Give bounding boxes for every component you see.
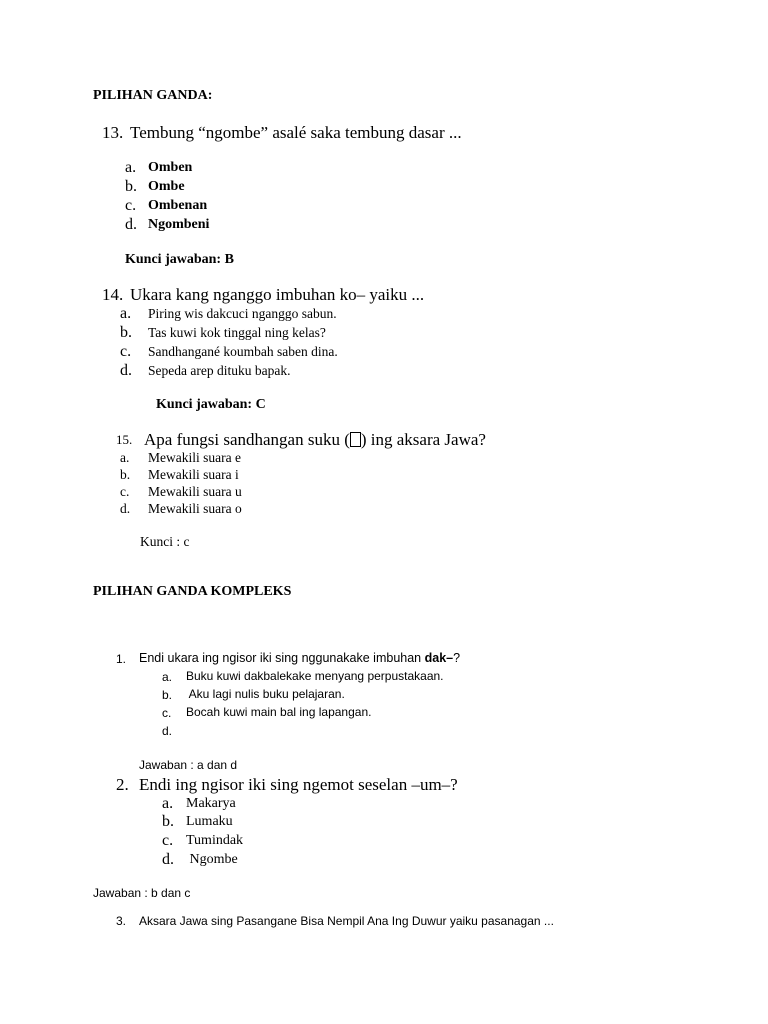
kompleks-question-3-text: Aksara Jawa sing Pasangane Bisa Nempil Ana Ing Duwur yaiku pasanagan ...: [139, 914, 554, 928]
k1-answer-key: Jawaban : a dan d: [139, 758, 238, 772]
q15-option-d-text: Mewakili suara o: [148, 501, 242, 516]
kompleks-question-1-text-before: Endi ukara ing ngisor iki sing nggunakake imbuhan: [139, 651, 425, 665]
question-14-number: 14.: [102, 285, 124, 304]
k2-option-b-letter: b.: [162, 813, 174, 830]
q13-option-b-text: Ombe: [148, 179, 185, 194]
k1-option-b-text: Aku lagi nulis buku pelajaran.: [186, 687, 345, 701]
q14-option-b-text: Tas kuwi kok tinggal ning kelas?: [148, 325, 326, 340]
q14-option-a-letter: a.: [120, 305, 132, 322]
q15-answer-key: Kunci : c: [140, 534, 190, 549]
q15-option-c-letter: c.: [120, 484, 130, 499]
sandhangan-suku-glyph: [350, 432, 361, 447]
q14-option-b-letter: b.: [120, 324, 132, 341]
q13-answer-key: Kunci jawaban: B: [125, 252, 234, 267]
k1-option-b-letter: b.: [162, 688, 173, 702]
k1-option-a-letter: a.: [162, 670, 173, 684]
k2-option-d-letter: d.: [162, 851, 174, 868]
question-15-text-before: Apa fungsi sandhangan suku (: [144, 430, 350, 449]
question-14-text: Ukara kang nganggo imbuhan ko– yaiku ...: [130, 285, 425, 304]
q14-answer-key: Kunci jawaban: C: [156, 397, 266, 412]
q13-option-d-text: Ngombeni: [148, 217, 210, 232]
k1-option-c-letter: c.: [162, 706, 172, 720]
k1-option-c-text: Bocah kuwi main bal ing lapangan.: [186, 705, 372, 719]
q13-option-a-letter: a.: [125, 159, 137, 176]
k2-option-d-text: Ngombe: [186, 852, 238, 867]
k1-option-a-text: Buku kuwi dakbalekake menyang perpustakaan.: [186, 669, 444, 683]
k2-option-a-letter: a.: [162, 795, 174, 812]
question-15-number: 15.: [116, 432, 133, 447]
section-title-pilihan-ganda-kompleks: PILIHAN GANDA KOMPLEKS: [93, 584, 292, 599]
question-13-number: 13.: [102, 123, 124, 142]
q15-option-b-letter: b.: [120, 467, 131, 482]
kompleks-question-3-number: 3.: [116, 914, 127, 928]
q14-option-c-letter: c.: [120, 343, 132, 360]
kompleks-question-1-text-bold: dak–: [424, 651, 454, 665]
q13-option-a-text: Omben: [148, 160, 193, 175]
k2-option-a-text: Makarya: [186, 796, 236, 811]
kompleks-question-1-number: 1.: [116, 652, 127, 666]
q15-option-d-letter: d.: [120, 501, 131, 516]
q13-option-c-letter: c.: [125, 197, 137, 214]
q13-option-c-text: Ombenan: [148, 198, 208, 213]
k2-option-c-text: Tumindak: [186, 833, 244, 848]
q14-option-a-text: Piring wis dakcuci nganggo sabun.: [148, 306, 337, 321]
q13-option-b-letter: b.: [125, 178, 137, 195]
q15-option-a-letter: a.: [120, 450, 130, 465]
q14-option-d-text: Sepeda arep dituku bapak.: [148, 363, 291, 378]
k2-option-c-letter: c.: [162, 832, 174, 849]
kompleks-question-2-text: Endi ing ngisor iki sing ngemot seselan –um–?: [139, 775, 458, 794]
question-15-text-after: ) ing aksara Jawa?: [360, 430, 486, 449]
q14-option-c-text: Sandhangané koumbah saben dina.: [148, 344, 338, 359]
k2-answer-key: Jawaban : b dan c: [93, 886, 191, 900]
q13-option-d-letter: d.: [125, 216, 137, 233]
q14-option-d-letter: d.: [120, 362, 132, 379]
section-title-pilihan-ganda: PILIHAN GANDA:: [93, 88, 213, 103]
kompleks-question-2-number: 2.: [116, 775, 129, 794]
k2-option-b-text: Lumaku: [186, 814, 233, 829]
q15-option-a-text: Mewakili suara e: [148, 450, 241, 465]
question-15-text: [144, 431, 486, 448]
kompleks-question-1-text-after: ?: [453, 651, 461, 665]
q15-option-b-text: Mewakili suara i: [148, 467, 239, 482]
kompleks-question-1-text: [139, 652, 460, 665]
q15-option-c-text: Mewakili suara u: [148, 484, 242, 499]
question-13-text: Tembung “ngombe” asalé saka tembung dasar ...: [130, 123, 462, 142]
k1-option-d-letter: d.: [162, 724, 173, 738]
